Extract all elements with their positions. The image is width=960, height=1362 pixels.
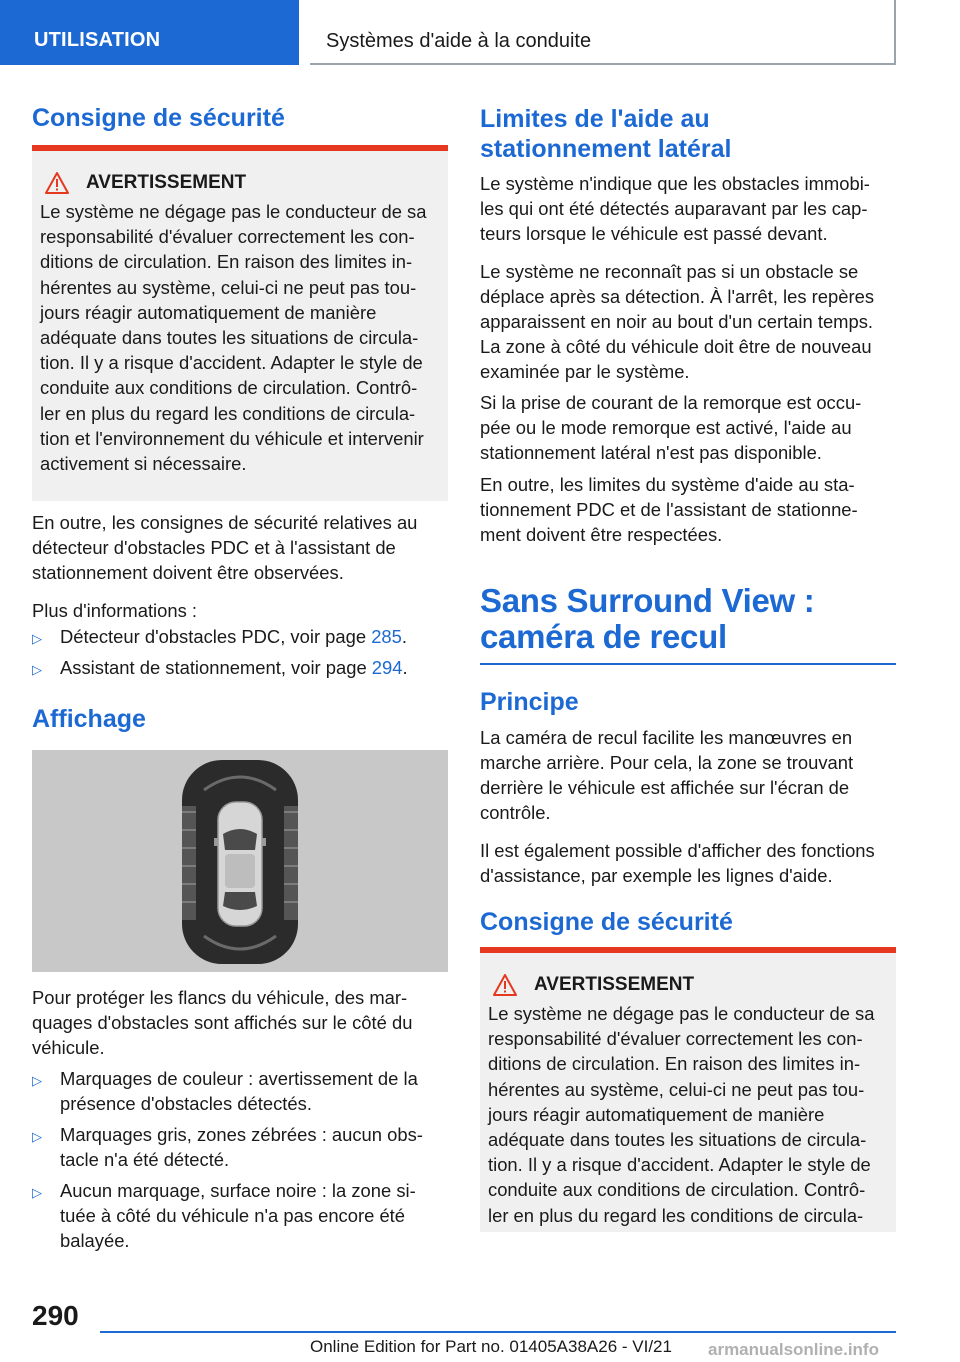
heading-line: Limites de l'aide au [480, 105, 710, 133]
heading-line: Sans Surround View : [480, 582, 815, 619]
header-chapter-label: Systèmes d'aide à la conduite [326, 30, 592, 52]
warning-line: hérentes au système, celui-ci ne peut pas tou‐ [488, 1078, 865, 1100]
text-line: présence d'obstacles détectés. [60, 1093, 312, 1114]
link-end: . [402, 657, 408, 678]
heading-line: stationnement latéral [480, 135, 732, 163]
paragraph-limits-2 [480, 259, 896, 384]
text-line: La zone à côté du véhicule doit être de nouveau [480, 336, 872, 357]
footer-edition: Online Edition for Part no. 01405A38A26 - VI/21 [310, 1337, 672, 1356]
warning-line: ler en plus du regard les conditions de circula‐ [488, 1204, 864, 1226]
list-item [32, 624, 448, 649]
warning-line: conduite aux conditions de circulation. Contrô‐ [40, 377, 418, 399]
text-line: contrôle. [480, 802, 551, 823]
paragraph-pdc [32, 510, 448, 585]
text-line: La caméra de recul facilite les manœuvres en [480, 727, 853, 748]
warning-line: adéquate dans toutes les situations de circula‐ [40, 327, 419, 349]
paragraph-limits-1 [480, 171, 896, 246]
page-number: 290 [32, 1300, 79, 1331]
paragraph-principle-2 [480, 838, 896, 888]
warning-title-row [488, 973, 888, 997]
text-line: stationnement latéral n'est pas disponible. [480, 442, 822, 463]
warning-line: jours réagir automatiquement de manière [40, 301, 377, 323]
text-line: véhicule. [32, 1037, 105, 1058]
warning-line: Le système ne dégage pas le conducteur de sa [40, 201, 427, 222]
text-line: apparaissent en noir au bout d'un certain temps. [480, 311, 874, 332]
warning-line: activement si nécessaire. [40, 453, 247, 475]
warning-line: tion. Il y a risque d'accident. Adapter le style de [488, 1154, 871, 1176]
page-link-285[interactable]: 285 [371, 626, 402, 647]
heading-safety: Consigne de sécurité [32, 104, 285, 132]
text-line: déplace après sa détection. À l'arrêt, les repères [480, 286, 875, 307]
side-parking-figure [32, 750, 448, 972]
text-line: Marquages gris, zones zébrées : aucun obs‐ [60, 1124, 423, 1145]
text-line: balayée. [60, 1230, 130, 1251]
warning-text [488, 1001, 888, 1228]
marking-list [32, 1066, 448, 1259]
warning-line: ditions de circulation. En raison des limites in‐ [40, 251, 413, 273]
header-section-label: UTILISATION [34, 29, 161, 51]
text-line: Il est également possible d'afficher des fonctions [480, 840, 875, 861]
main-heading-block [480, 583, 896, 665]
car-top-view-illustration [32, 750, 448, 972]
heading-display: Affichage [32, 705, 146, 733]
warning-title: AVERTISSEMENT [534, 974, 695, 995]
text-line: Marquages de couleur : avertissement de la [60, 1068, 418, 1089]
warning-line: responsabilité d'évaluer correctement les con‐ [40, 226, 415, 248]
heading-rule [480, 663, 896, 665]
heading-principle: Principe [480, 688, 579, 716]
text-line: tuée à côté du véhicule n'a pas encore été [60, 1205, 406, 1226]
bullet-triangle-icon: ▷ [32, 662, 42, 677]
link-text: Détecteur d'obstacles PDC, voir page [60, 626, 372, 647]
warning-line: hérentes au système, celui-ci ne peut pas tou‐ [40, 276, 417, 298]
warning-line: ditions de circulation. En raison des limites in‐ [488, 1053, 861, 1075]
footer-rule [100, 1331, 896, 1333]
text-line: examinée par le système. [480, 361, 690, 382]
left-zone-markings [182, 806, 196, 920]
warning-title: AVERTISSEMENT [86, 172, 247, 193]
main-heading [480, 583, 896, 655]
text-line: tacle n'a été détecté. [60, 1149, 230, 1170]
warning-line: tion. Il y a risque d'accident. Adapter le style de [40, 352, 423, 374]
text-line: teurs lorsque le véhicule est passé devant. [480, 223, 828, 244]
text-line: Pour protéger les flancs du véhicule, des mar‐ [32, 987, 408, 1008]
text-line: derrière le véhicule est affichée sur l'écran de [480, 777, 850, 798]
right-zone-markings [284, 806, 298, 920]
warning-line: adéquate dans toutes les situations de circula‐ [488, 1129, 867, 1151]
text-line: pée ou le mode remorque est activé, l'aide au [480, 417, 852, 438]
list-item [32, 1122, 448, 1172]
text-line: Aucun marquage, surface noire : la zone si‐ [60, 1180, 416, 1201]
car-icon [214, 802, 266, 926]
list-item [32, 655, 448, 680]
warning-box [32, 145, 448, 501]
text-line: ment doivent être respectées. [480, 524, 723, 545]
warning-line: ler en plus du regard les conditions de circula‐ [40, 402, 416, 424]
link-list [32, 624, 448, 686]
heading-limits [480, 104, 896, 164]
page-link-294[interactable]: 294 [371, 657, 403, 678]
more-info-label: Plus d'informations : [32, 600, 198, 621]
warning-triangle-icon [492, 973, 518, 997]
paragraph-side-protection [32, 985, 448, 1060]
text-line: stationnement doivent être observées. [32, 562, 344, 583]
heading-line: caméra de recul [480, 618, 727, 655]
heading-safety-2: Consigne de sécurité [480, 908, 733, 936]
header-chapter-tab [310, 0, 896, 65]
paragraph-limits-4 [480, 472, 896, 547]
text-line: En outre, les consignes de sécurité relatives au [32, 512, 418, 533]
bullet-triangle-icon: ▷ [32, 1073, 42, 1088]
watermark-text: armanualsonline.info [708, 1340, 879, 1359]
warning-box-2 [480, 947, 896, 1232]
header-section-tab [0, 0, 299, 65]
bullet-triangle-icon: ▷ [32, 1129, 42, 1144]
text-line: marche arrière. Pour cela, la zone se trouvant [480, 752, 854, 773]
text-line: quages d'obstacles sont affichés sur le côté du [32, 1012, 413, 1033]
text-line: Le système ne reconnaît pas si un obstacle se [480, 261, 859, 282]
warning-line: jours réagir automatiquement de manière [488, 1103, 825, 1125]
text-line: les qui ont été détectés auparavant par les cap‐ [480, 198, 868, 219]
list-item [32, 1066, 448, 1116]
warning-line: responsabilité d'évaluer correctement les con‐ [488, 1028, 863, 1050]
link-end: . [401, 626, 408, 647]
warning-line: conduite aux conditions de circulation. Contrô‐ [488, 1179, 866, 1201]
text-line: tionnement PDC et de l'assistant de stationne‐ [480, 499, 858, 520]
paragraph-limits-3 [480, 390, 896, 465]
text-line: d'assistance, par exemple les lignes d'aide. [480, 865, 833, 886]
warning-title-row [40, 171, 440, 195]
text-line: Si la prise de courant de la remorque est occu‐ [480, 392, 862, 413]
warning-text [40, 199, 440, 476]
warning-line: tion et l'environnement du véhicule et intervenir [40, 427, 424, 449]
warning-line: Le système ne dégage pas le conducteur de sa [488, 1003, 875, 1024]
list-item [32, 1178, 448, 1253]
text-line: Le système n'indique que les obstacles immobi‐ [480, 173, 870, 194]
link-text: Assistant de stationnement, voir page [60, 657, 372, 678]
bullet-triangle-icon: ▷ [32, 1185, 42, 1200]
paragraph-principle-1 [480, 725, 896, 825]
text-line: détecteur d'obstacles PDC et à l'assistant de [32, 537, 396, 558]
text-line: En outre, les limites du système d'aide au sta‐ [480, 474, 855, 495]
bullet-triangle-icon: ▷ [32, 631, 42, 646]
warning-triangle-icon [44, 171, 70, 195]
